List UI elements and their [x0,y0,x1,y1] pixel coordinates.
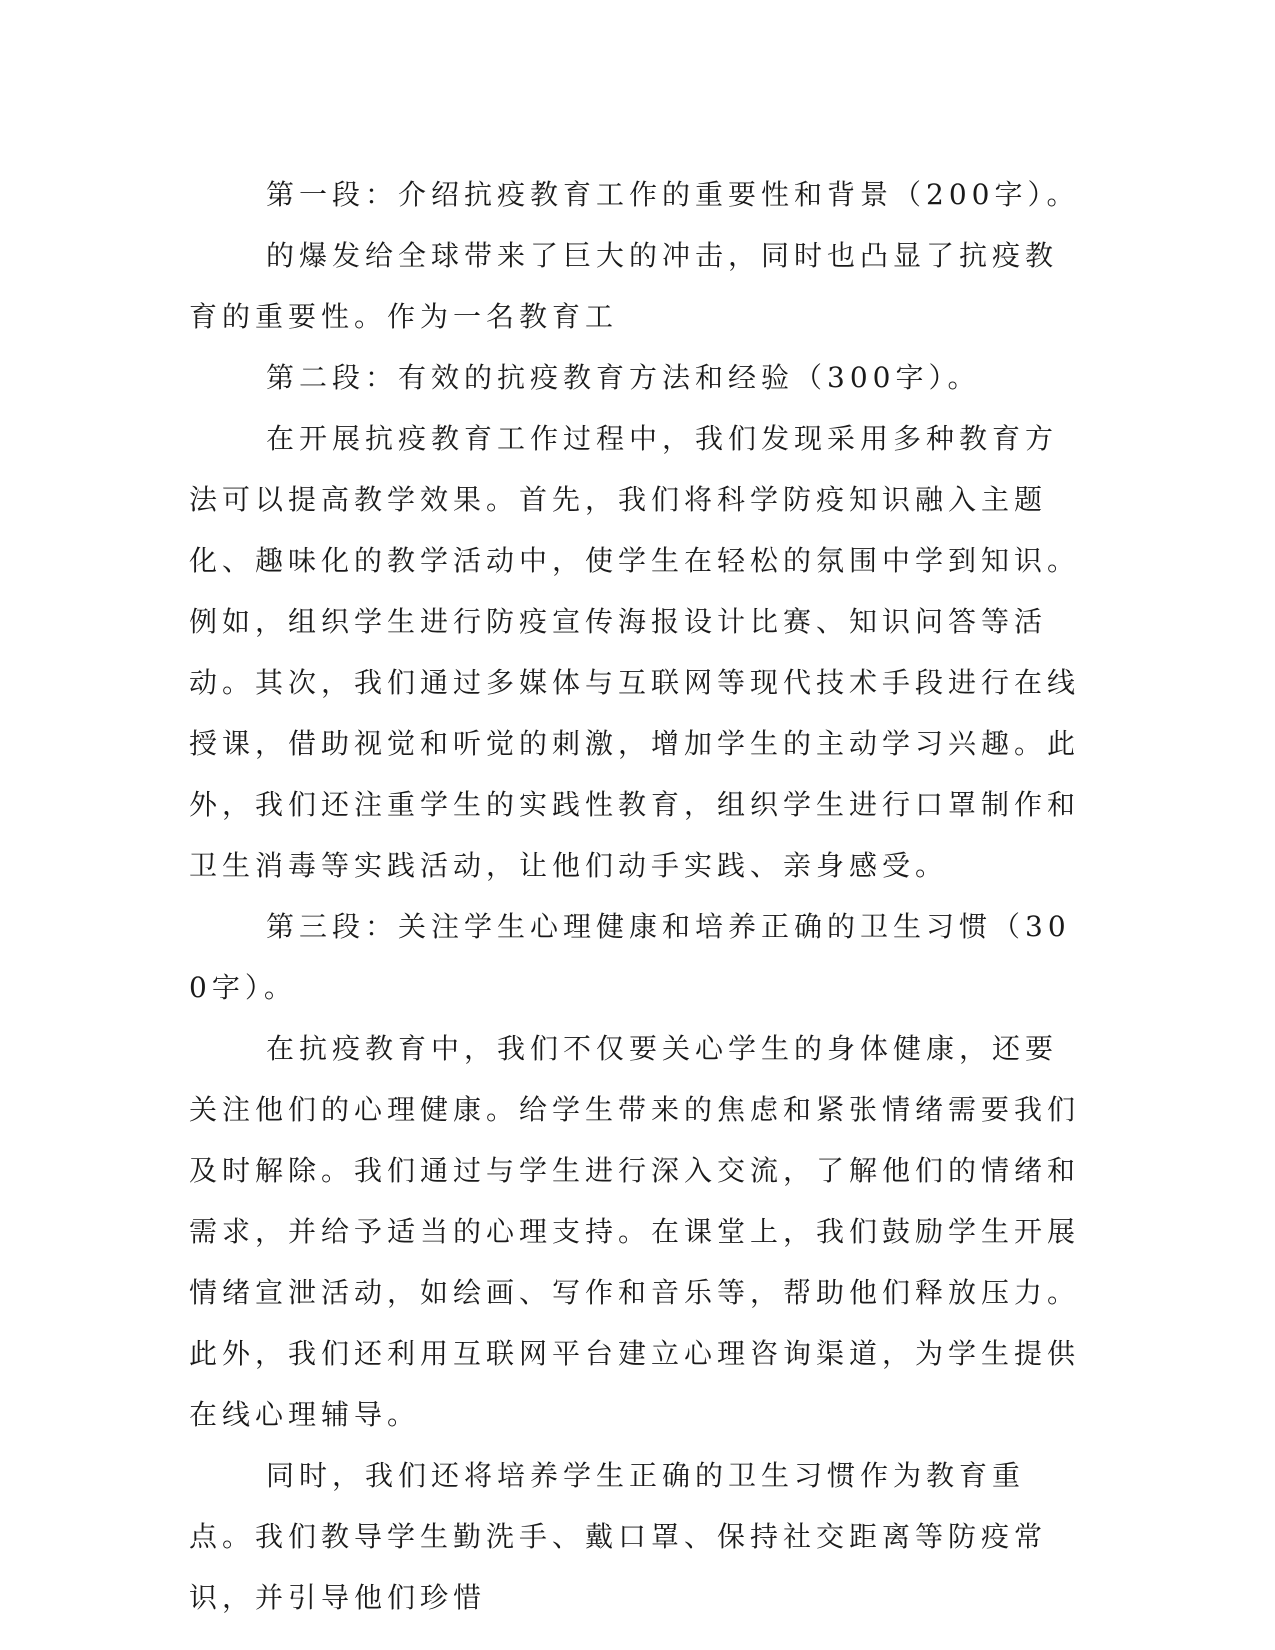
paragraph-intro: 的爆发给全球带来了巨大的冲击，同时也凸显了抗疫教育的重要性。作为一名教育工 [189,239,1059,333]
section-heading-2: 第二段：有效的抗疫教育方法和经验（300字）。 [266,361,981,394]
body-text [189,164,1085,1628]
paragraph-mental-health: 在抗疫教育中，我们不仅要关心学生的身体健康，还要关注他们的心理健康。给学生带来的焦虑和紧张情绪需要我们及时解除。我们通过与学生进行深入交流，了解他们的情绪和需求，并给予适当的心理支持。在课堂上，我们鼓励学生开展情绪宣泄活动，如绘画、写作和音乐等，帮助他们释放压力。此外，我们还利用互联网平台建立心理咨询渠道，为学生提供在线心理辅导。 [189,1032,1081,1431]
section-heading-3: 第三段：关注学生心理健康和培养正确的卫生习惯（300字）。 [189,910,1071,1004]
paragraph-methods: 在开展抗疫教育工作过程中，我们发现采用多种教育方法可以提高教学效果。首先，我们将科学防疫知识融入主题化、趣味化的教学活动中，使学生在轻松的氛围中学到知识。例如，组织学生进行防疫宣传海报设计比赛、知识问答等活动。其次，我们通过多媒体与互联网等现代技术手段进行在线授课，借助视觉和听觉的刺激，增加学生的主动学习兴趣。此外，我们还注重学生的实践性教育，组织学生进行口罩制作和卫生消毒等实践活动，让他们动手实践、亲身感受。 [189,422,1081,882]
section-heading-1: 第一段：介绍抗疫教育工作的重要性和背景（200字）。 [266,178,1080,211]
paragraph-hygiene: 同时，我们还将培养学生正确的卫生习惯作为教育重点。我们教导学生勤洗手、戴口罩、保持社交距离等防疫常识，并引导他们珍惜 [189,1459,1048,1614]
